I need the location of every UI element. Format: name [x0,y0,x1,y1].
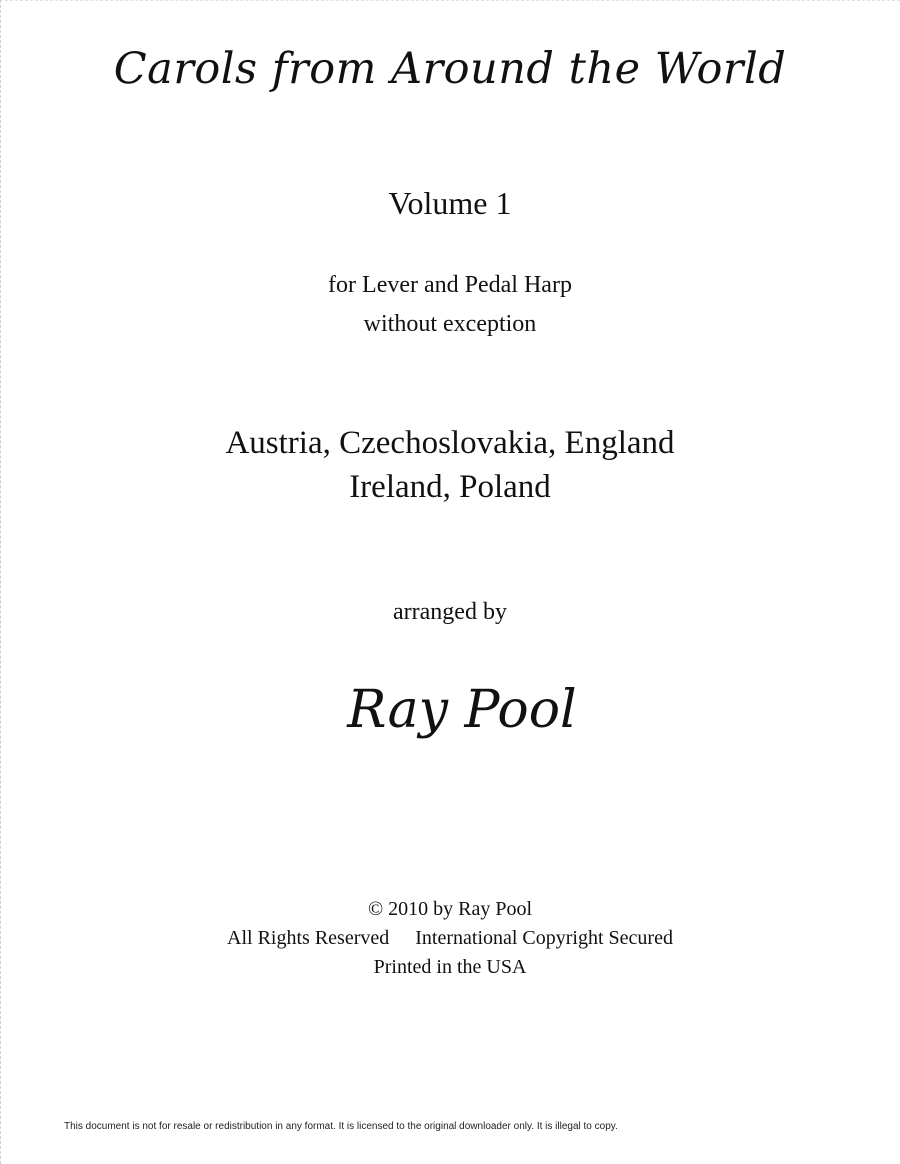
international-copyright: International Copyright Secured [415,927,673,949]
rights-line [0,924,900,953]
instrument-line-1: for Lever and Pedal Harp [328,272,572,298]
countries-list [0,421,900,509]
countries-line-1: Austria, Czechoslovakia, England [225,425,675,461]
page-left-edge [0,0,2,1164]
instrument-line-2: without exception [363,311,537,337]
printed-line: Printed in the USA [373,956,527,978]
rights-reserved: All Rights Reserved [227,927,390,949]
countries-line-2: Ireland, Poland [349,469,551,505]
document-title: Carols from Around the World [113,44,787,94]
volume-label: Volume 1 [388,185,512,221]
copyright-block [0,895,900,982]
instrument-info [0,266,900,344]
arranged-by-label: arranged by [393,599,507,625]
license-disclaimer: This document is not for resale or redistribution in any format. It is licensed to the original downloader only. It is illegal to copy. [64,1121,618,1132]
arranger-name: Ray Pool [347,680,577,740]
copyright-line: © 2010 by Ray Pool [367,898,533,920]
page-top-edge [0,0,900,2]
